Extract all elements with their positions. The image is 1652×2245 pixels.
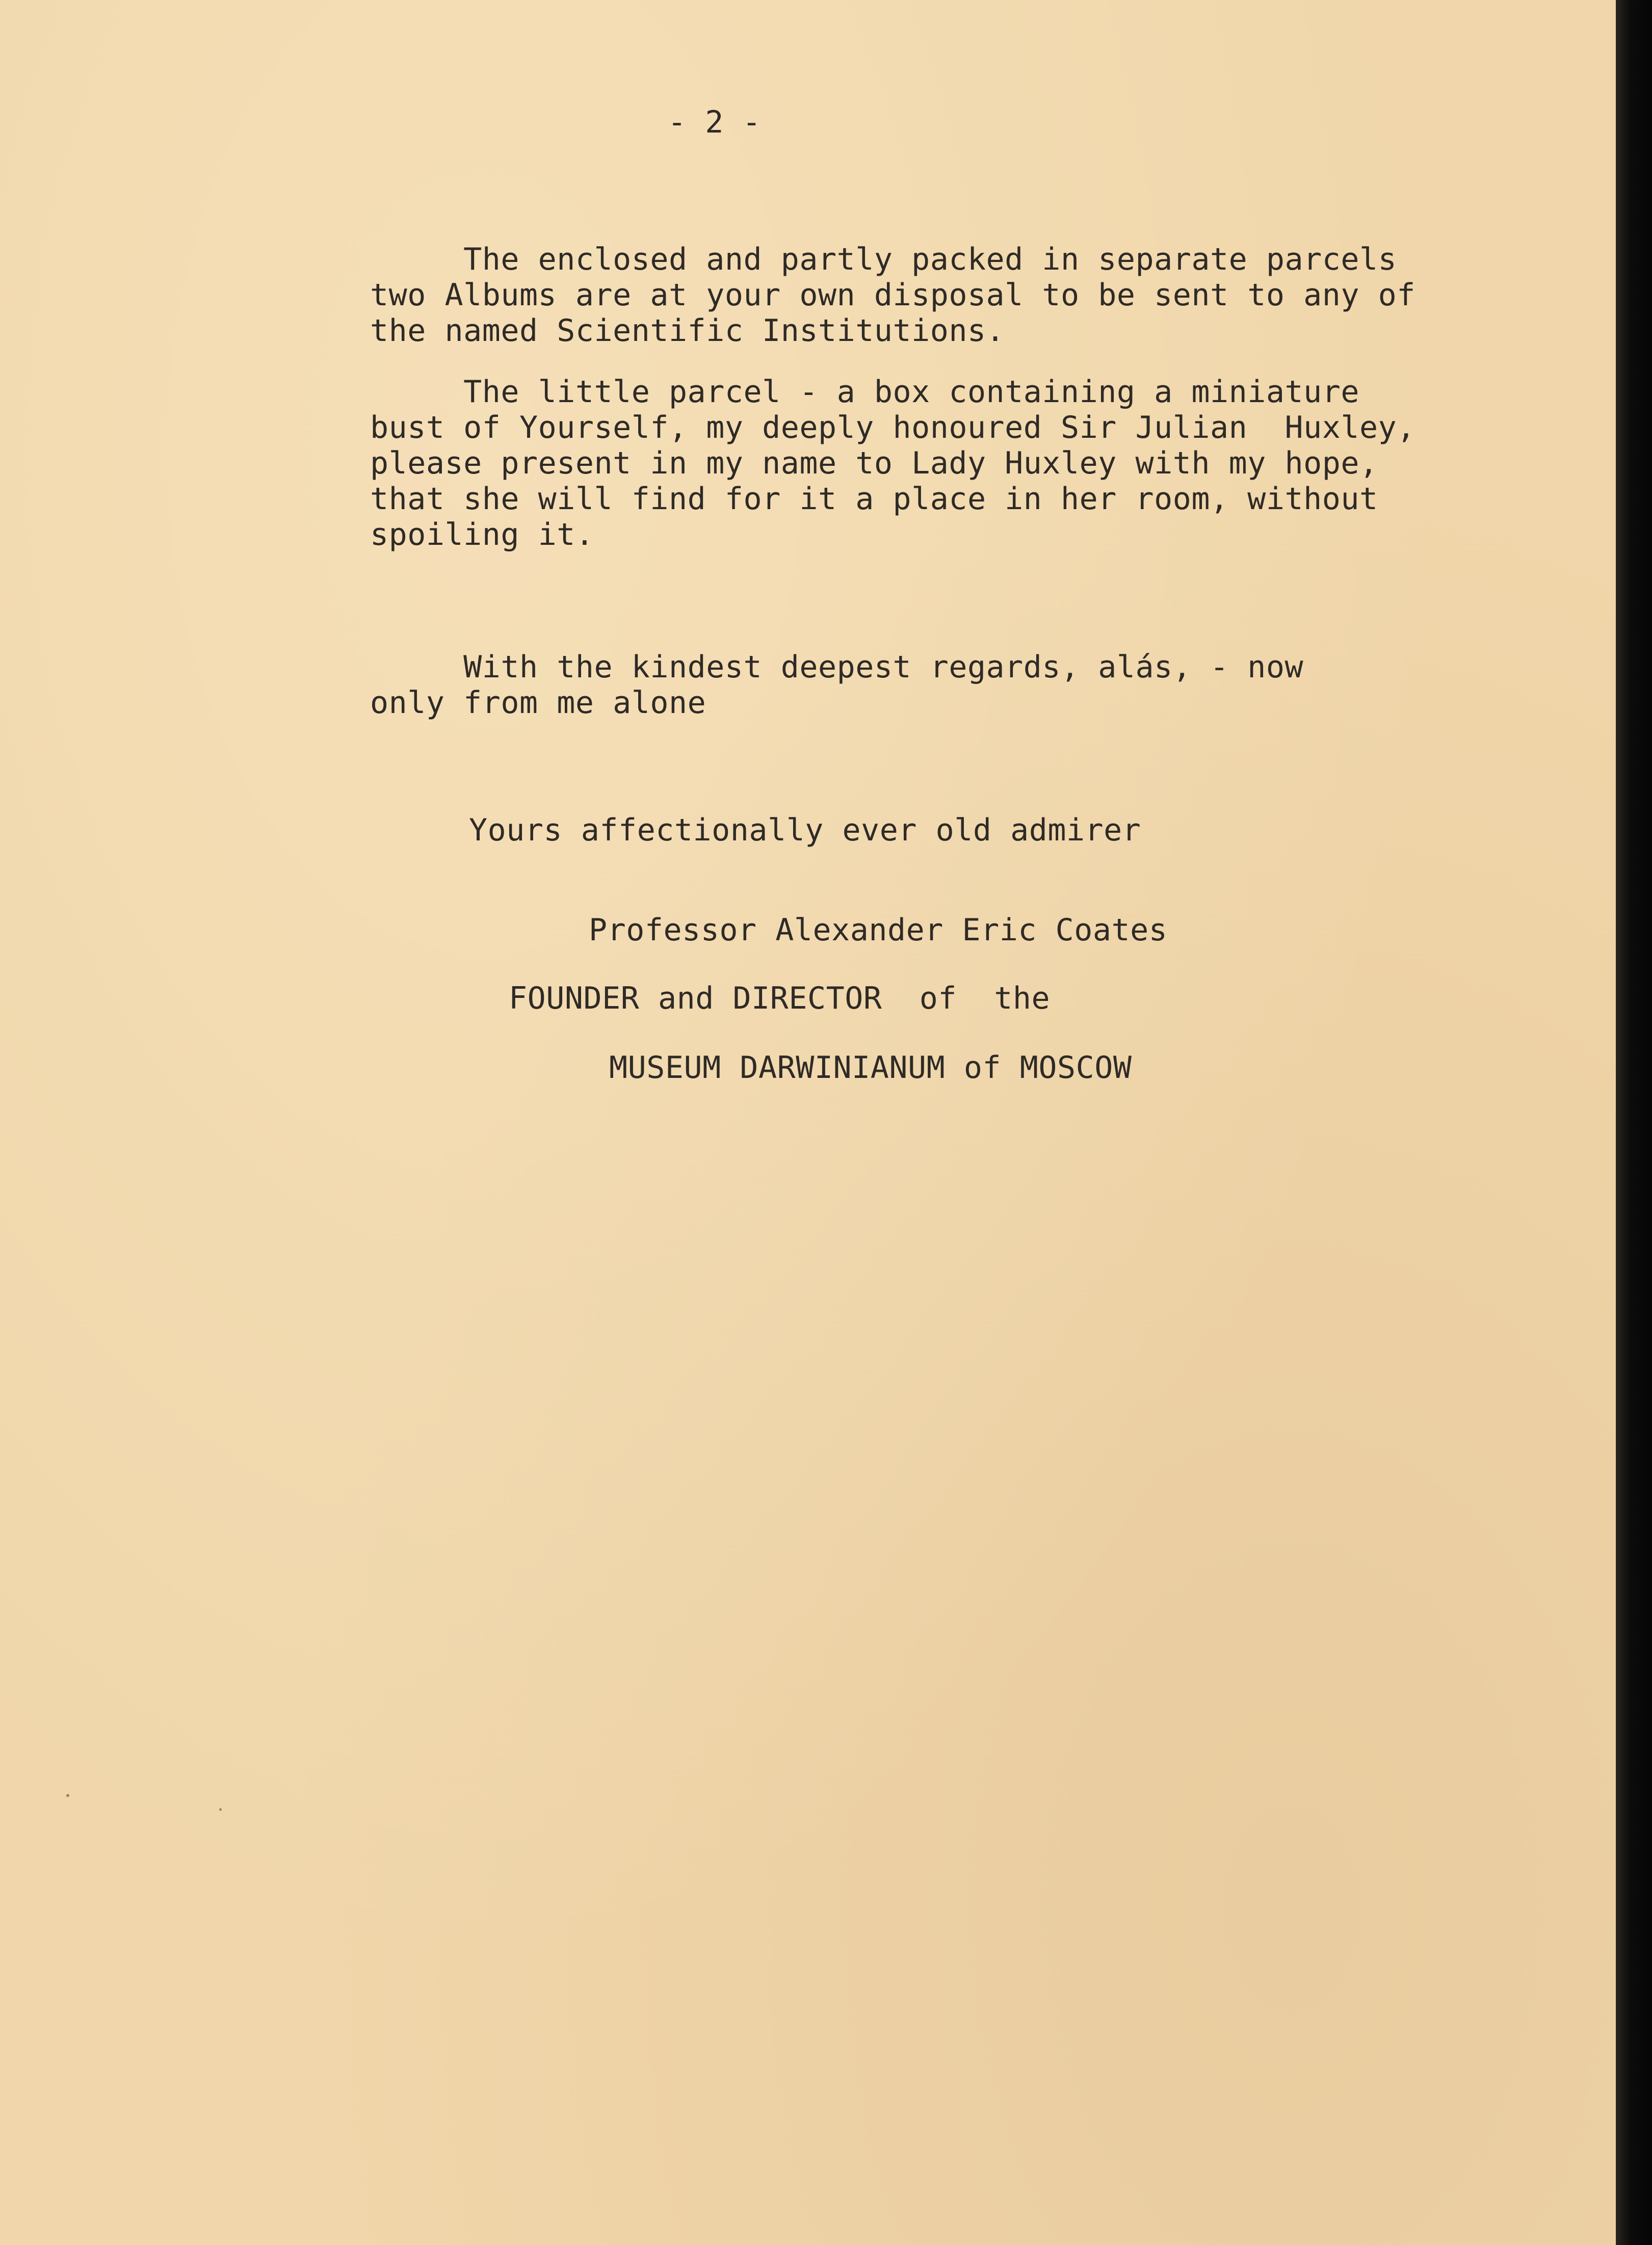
text-line: spoiling it. (370, 517, 594, 552)
scan-edge (1616, 0, 1652, 2245)
closing-line: Yours affectionally ever old admirer (469, 812, 1141, 848)
paragraph-regards (370, 649, 1303, 721)
paper-speck (219, 1808, 222, 1811)
text-line: The enclosed and partly packed in separate parcels (370, 242, 1397, 277)
text-line: The little parcel - a box containing a miniature (370, 374, 1360, 410)
page-number: - 2 - (668, 104, 762, 140)
paragraph-albums (370, 242, 1415, 349)
signature-title: FOUNDER and DIRECTOR of the (509, 981, 1051, 1016)
text-line: please present in my name to Lady Huxley with my hope, (370, 445, 1378, 481)
paragraph-parcel (370, 374, 1415, 552)
text-line: two Albums are at your own disposal to be sent to any of (370, 277, 1415, 313)
text-line: With the kindest deepest regards, alás, - now (370, 649, 1304, 685)
text-line: only from me alone (370, 685, 706, 721)
text-line: that she will find for it a place in her room, without (370, 481, 1378, 517)
text-line: the named Scientific Institutions. (370, 313, 1005, 349)
signature-name: Professor Alexander Eric Coates (589, 912, 1168, 948)
paper-speck (66, 1794, 69, 1797)
text-line: bust of Yourself, my deeply honoured Sir Julian Huxley, (370, 410, 1415, 445)
signature-institution: MUSEUM DARWINIANUM of MOSCOW (609, 1050, 1132, 1086)
